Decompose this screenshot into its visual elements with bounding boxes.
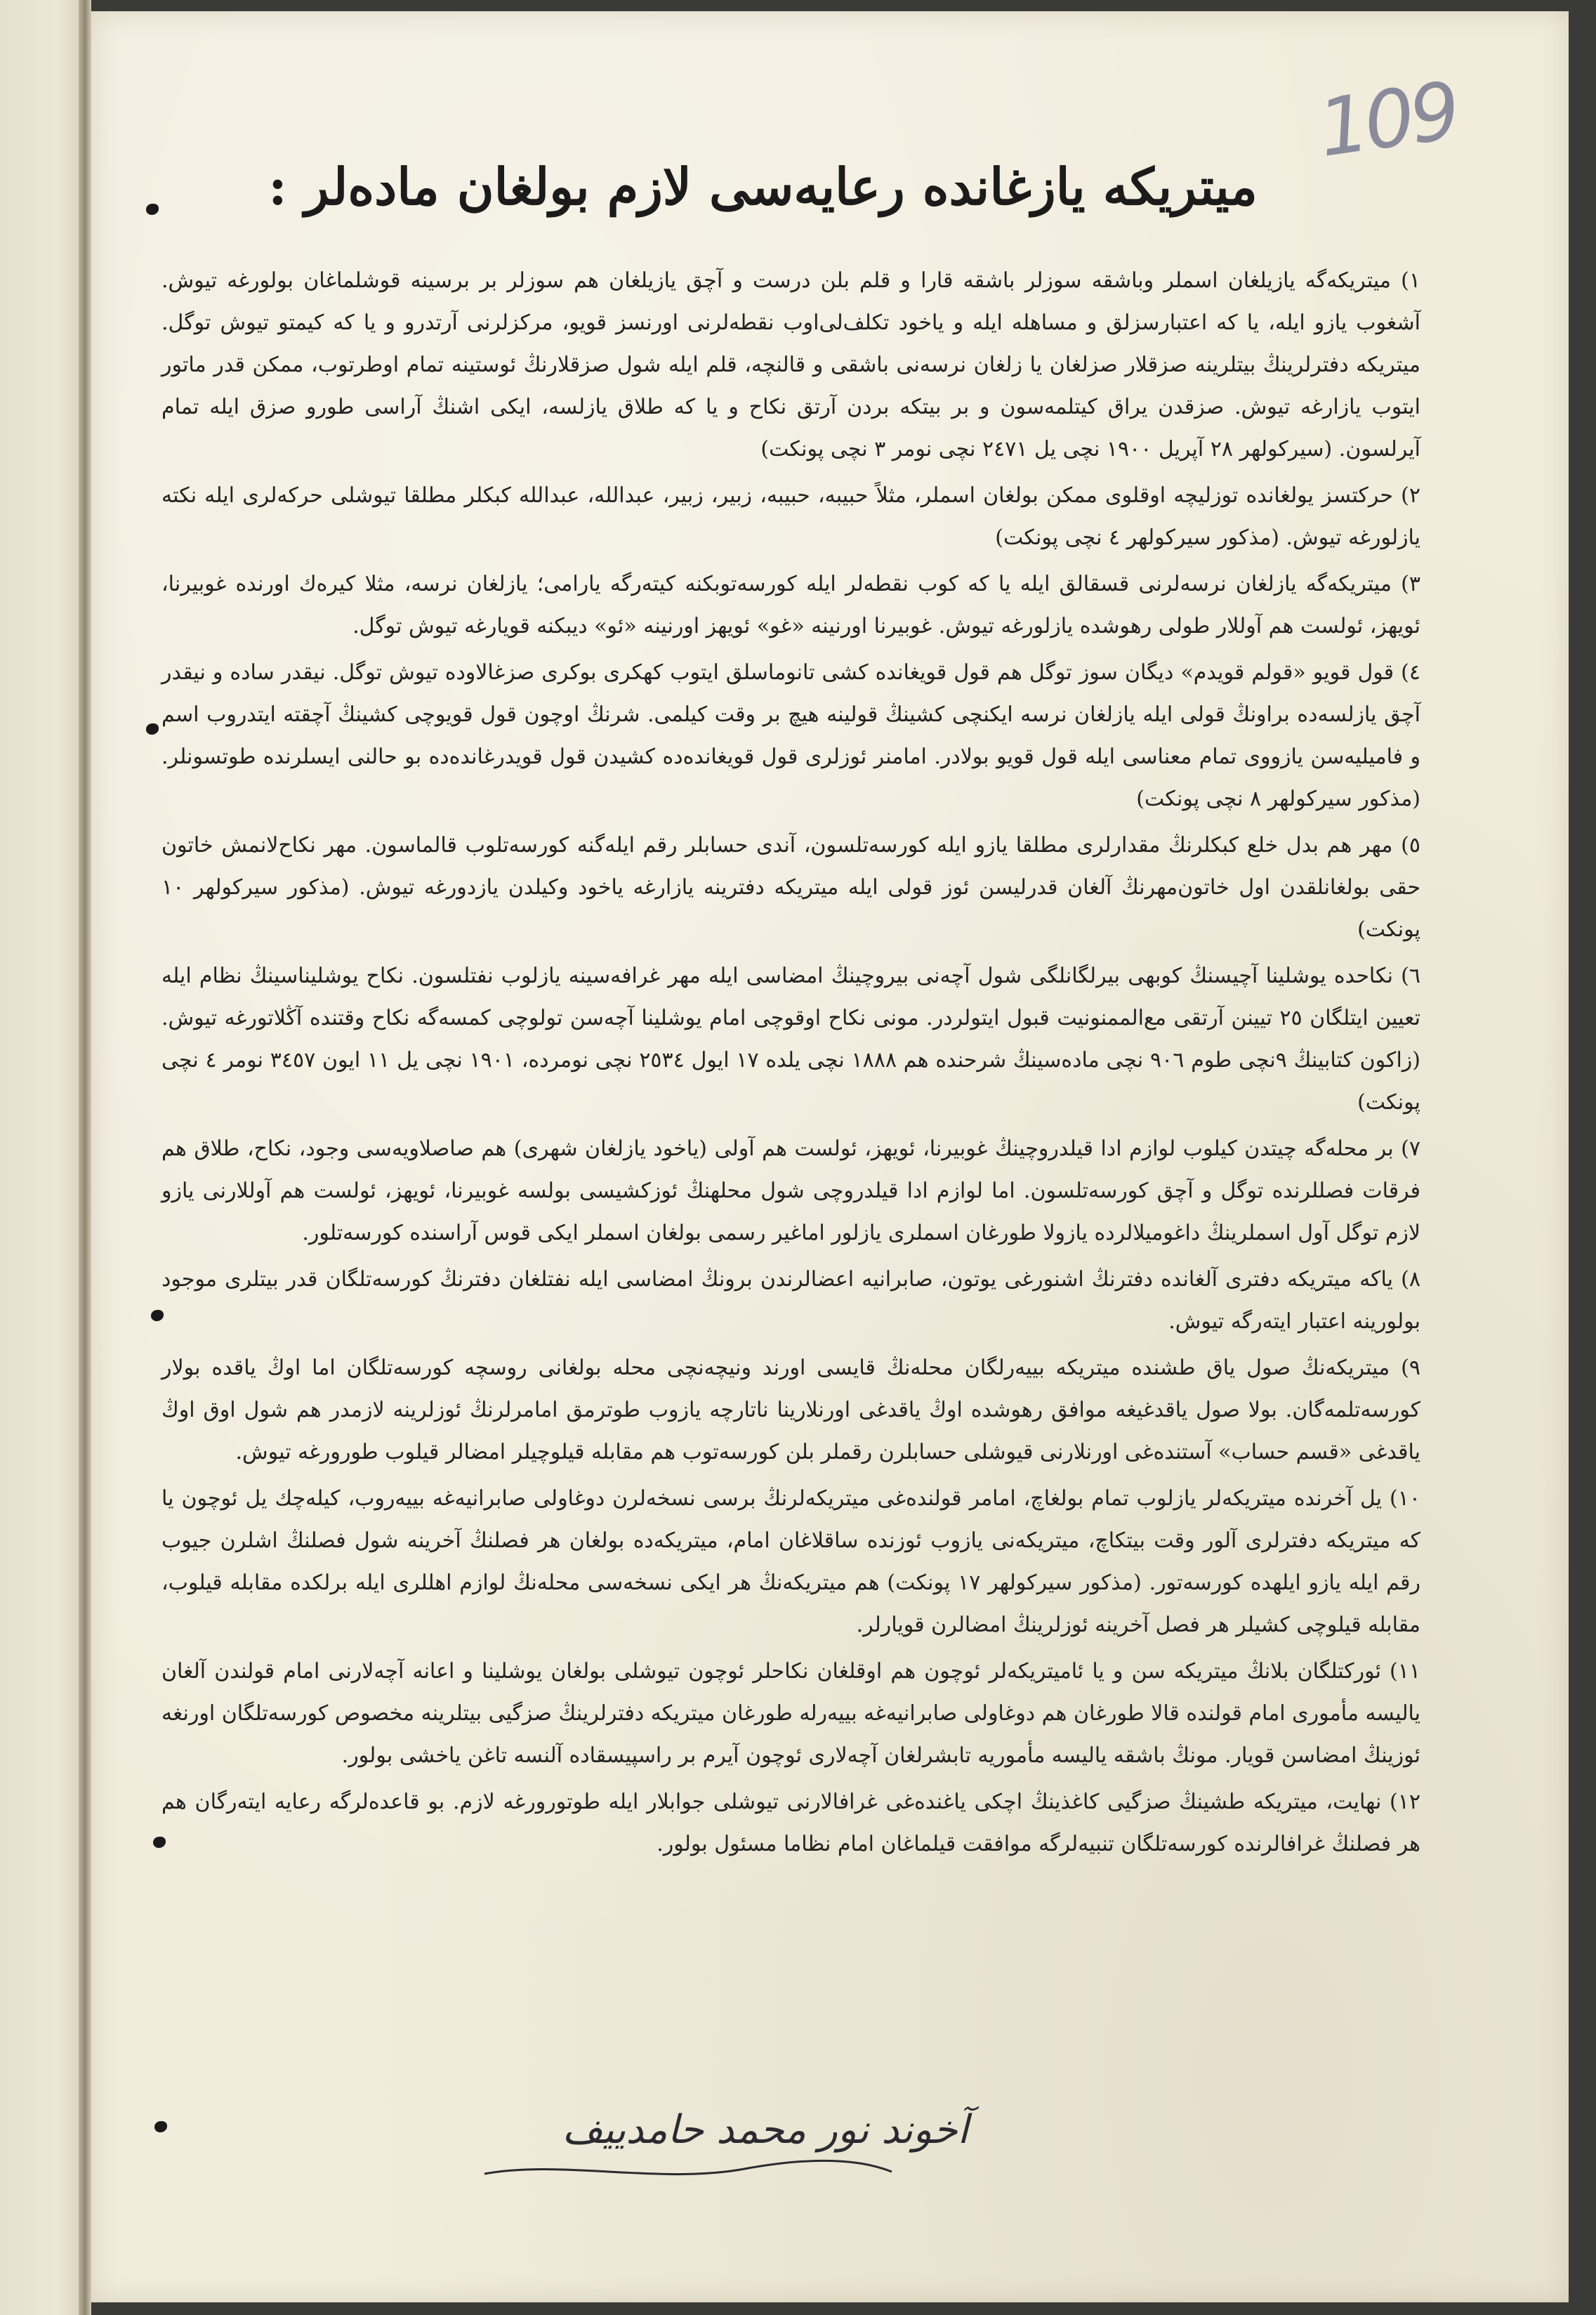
paragraph-3: ٣) میتریکه‌گه یازلغان نرسه‌لرنی قسقالق ایله یا که کوب نقطه‌لر ایله کورسه‌توبکنه کیته‌رگه یارامی؛ یازلغان نرسه، مثلا کیره‌ك اورنده غوبیرنا، ئویهز، ئولست هم آوللار طولی رهوشده یازلورغه تیوش. غوبیرنا اورنینه «غو» ئویهز اورنینه «ئو» دیبکنه قویارغه تیوش توگل. [161,572,1420,638]
paragraph-12: ١٢) نهایت، میتریکه طشینڭ صزگیی کاغذینڭ اچکی یاغنده‌غی غرافالارنی تیوشلی جوابلار ایله طوتورورغه لازم. بو قاعده‌لرگه رعایه ایته‌رگان هم هر فصلنڭ غرافالرنده کورسه‌تلگان تنبیه‌لرگه موافقت قیلماغان امام نظاما مسئول بولور. [161,1790,1420,1856]
signature: آخوند نور محمد حامدییف [562,2107,969,2153]
paragraph-11: ١١) ئورکتلگان بلانڭ میتریکه سن و یا ئامیتریکه‌لر ئوچون هم اوقلغان نکاحلر ئوچون تیوشلی بولغان یوشلینا و اعانه آچه‌لارنی امام قولندن آلغان یالیسه مأموری امام قولنده قالا طورغان هم دوغاولی صابرانیه‌غه بییه‌رله طورغان میتریکه دفترلرینڭ صزگیی بیتلرینه مخصوص کورسه‌تلگان اورنغه ئوزینڭ امضاسن قویار. مونڭ باشقه یالیسه مأموریه تابشرلغان آچه‌لاری ئوچون آیرم بر راسپیسقاده آلنسه تاغن یاخشی بولور. [161,1659,1420,1768]
document-body [161,260,1420,1870]
paragraph-7: ٧) بر محله‌گه چیتدن کیلوب لوازم ادا قیلدروچینڭ غوبیرنا، ئویهز، ئولست هم آولی (یاخود یازلغان شهری) هم صاصلاویه‌سی وجود، نکاح، طلاق هم فرقات فصللرنده توگل و آچق کورسه‌تلسون. اما لوازم ادا قیلدروچی شول محلهنڭ ئوزکشیسی بولسه غوبیرنا، ئویهز، ئولست هم آوللارنی یازو لازم توگل آول اسملرینڭ داغومیلالرده یازولا طورغان اسملری یازلور اماغیر رسمی بولغان اسملر ایکی قوس آراسنده کورسه‌تلور. [161,1136,1420,1245]
paragraph-1: ١) میتریکه‌گه یازیلغان اسملر وباشقه سوزلر باشقه قارا و قلم بلن درست و آچق یازیلغان هم سوزلر بر برسینه قوشلماغان بولورغه تیوش. آشغوب یازو ایله، یا که اعتبارسزلق و مساهله ایله و یاخود تکلف‌لی‌اوب نقطه‌لرنی اورنسز قویو، مرکزلرنی آرتدرو و یا که کیمتو تیوش توگل. میتریکه دفترلرینڭ بیتلرینه صزقلار صزلغان یا زلغان نرسه‌نی باشقی و قالنچه، قلم ایله شول صزقلارنڭ ئوستینه تمام اوطرتوب، ممکن قدر ماتور ایتوب یازارغه تیوش. صزقدن یراق کیتلمه‌سون و بر بیتکه بردن آرتق نکاح و یا که طلاق یازلسه، ایکی اشنڭ آراسی طورو صزق ایله تمام آیرلسون. (سیرکولهر ٢٨ آپریل ١٩٠٠ نچی یل ٢٤٧١ نچی نومر ٣ نچی پونکت) [161,268,1420,461]
folio-number: 109 [1313,65,1463,175]
paragraph-5: ٥) مهر هم بدل خلع کبکلرنڭ مقدارلری مطلقا یازو ایله کورسه‌تلسون، آندی حسابلر رقم ایله‌گنه کورسه‌تلوب قالماسون. مهر نکاح‌لانمش خاتون حقی بولغانلقدن اول خاتون‌مهرنڭ آلغان قدرلیسن ئوز قولی ایله میتریکه دفترینه یازارغه یاخود وکیلدن یازدورغه تیوش. (مذکور سیرکولهر ١٠ پونکت) [161,833,1420,942]
signature-flourish [477,2156,899,2184]
paragraph-6: ٦) نکاحده یوشلینا آچیسنڭ کوبهی بیرلگانلگی شول آچه‌نی بیروچینڭ امضاسی ایله مهر غرافه‌سینه یازلوب نفتلسون. نکاح یوشلیناسینڭ نظام ایله تعیین ایتلگان ٢٥ تیینن آرتقی مع‌الممنونیت قبول ایتولردر. مونی نکاح اوقوچی امام یوشلینا آچه‌سن تولوچی کمسه‌گه نکاح وقتنده آڭلاتورغه تیوش. (زاکون کتابینڭ ٩نچی طوم ٩٠٦ نچی ماده‌سینڭ شرحنده هم ١٨٨٨ نچی یلده ١٧ ایول ٢٥٣٤ نچی نومرده، ١٩٠١ نچی یل ١١ ایون ٣٤٥٧ نومر ٤ نچی پونکت) [161,964,1421,1115]
paragraph-8: ٨) یاکه میتریکه دفتری آلغانده دفترنڭ اشنورغی یوتون، صابرانیه اعضالرندن برونڭ امضاسی ایله نفتلغان دفترنڭ کورسه‌تلگان قدر بیتلری موجود بولورینه اعتبار ایته‌رگه تیوش. [161,1267,1420,1334]
document-title: میتریکه یازغانده رعایه‌سی لازم بولغان ماده‌لر : [268,157,1258,216]
paragraph-4: ٤) قول قویو «قولم قویدم» دیگان سوز توگل هم قول قویغانده کشی تانوماسلق ایتوب کهکری بوکری صزغالاوده تیوش توگل. نیقدر ساده و نیقدر آچق یازلسه‌ده براونڭ قولی ایله یازلغان نرسه ایکنچی کشینڭ قولینه هیچ بر وقت کیلمی. شرنڭ اوچون قول قویوچی کشینڭ آچقته ایتدروب اسم و فامیلیه‌سن یازووی تمام معناسی ایله قول قویو بولادر. امامنر ئوزلری قول قویغانده‌ده کشیدن قول قویدرغانده‌ده بو حالنی ایسلرنده طوتسونلر. (مذکور سیرکولهر ٨ نچی پونکت) [161,660,1420,811]
paragraph-2: ٢) حرکتسز یولغانده توزلیچه اوقلوی ممکن بولغان اسملر، مثلاً حبیبه، حبیبه، زبیر، زبیر، عبدالله، عبدالله کبکلر مطلقا تیوشلی حرکه‌لری ایله نکته یازلورغه تیوش. (مذکور سیرکولهر ٤ نچی پونکت) [161,483,1420,550]
left-backing-sheet [0,0,83,2315]
paragraph-10: ١٠) یل آخرنده میتریکه‌لر یازلوب تمام بولغاچ، امامر قولنده‌غی میتریکه‌لرنڭ برسی نسخه‌لرن دوغاولی صابرانیه‌غه بییه‌روب، کیله‌چك یل ئوچون یا که میتریکه دفترلری آلور وقت بیتکاچ، میتریکه‌نی یازوب ئوزنده ساقلاغان امام، میتریکه‌ده بولغان هر فصلنڭ آخرینه شول فصلنڭ اشلرن جیوب رقم ایله یازو ایلهده کورسه‌تور. (مذکور سیرکولهر ١٧ پونکت) هم میتریکه‌نڭ هر ایکی نسخه‌سی محله‌نڭ لوازم اهللری ایله برلکده مقابله قیلوب، مقابله قیلوچی کشیلر هر فصل آخرینه ئوزلرینڭ امضالرن قویارلر. [161,1486,1420,1637]
binding-edge [79,0,91,2315]
paragraph-9: ٩) میتریکه‌نڭ صول یاق طشنده میتریکه بییه‌رلگان محله‌نڭ قایسی اورند ونیچه‌نچی محله بولغانی روسچه کورسه‌تلگان اما اوڭ یاقده بولار کورسه‌تلمه‌گان. بولا صول یاقدغیغه موافق رهوشده اوڭ یاقدغی اورنلارینا ناتارچه یازوب طوترمق امامرلرنڭ ئوزلرینه لازمدر هم شول اوق اوڭ یاقدغی «قسم حساب» آستنده‌غی اورنلارنی قیوشلی حسابلرن رقملر بلن کورسه‌توب هم مقابله قیلوچیلر امضالر قیلوب طورورغه تیوش. [161,1356,1420,1464]
